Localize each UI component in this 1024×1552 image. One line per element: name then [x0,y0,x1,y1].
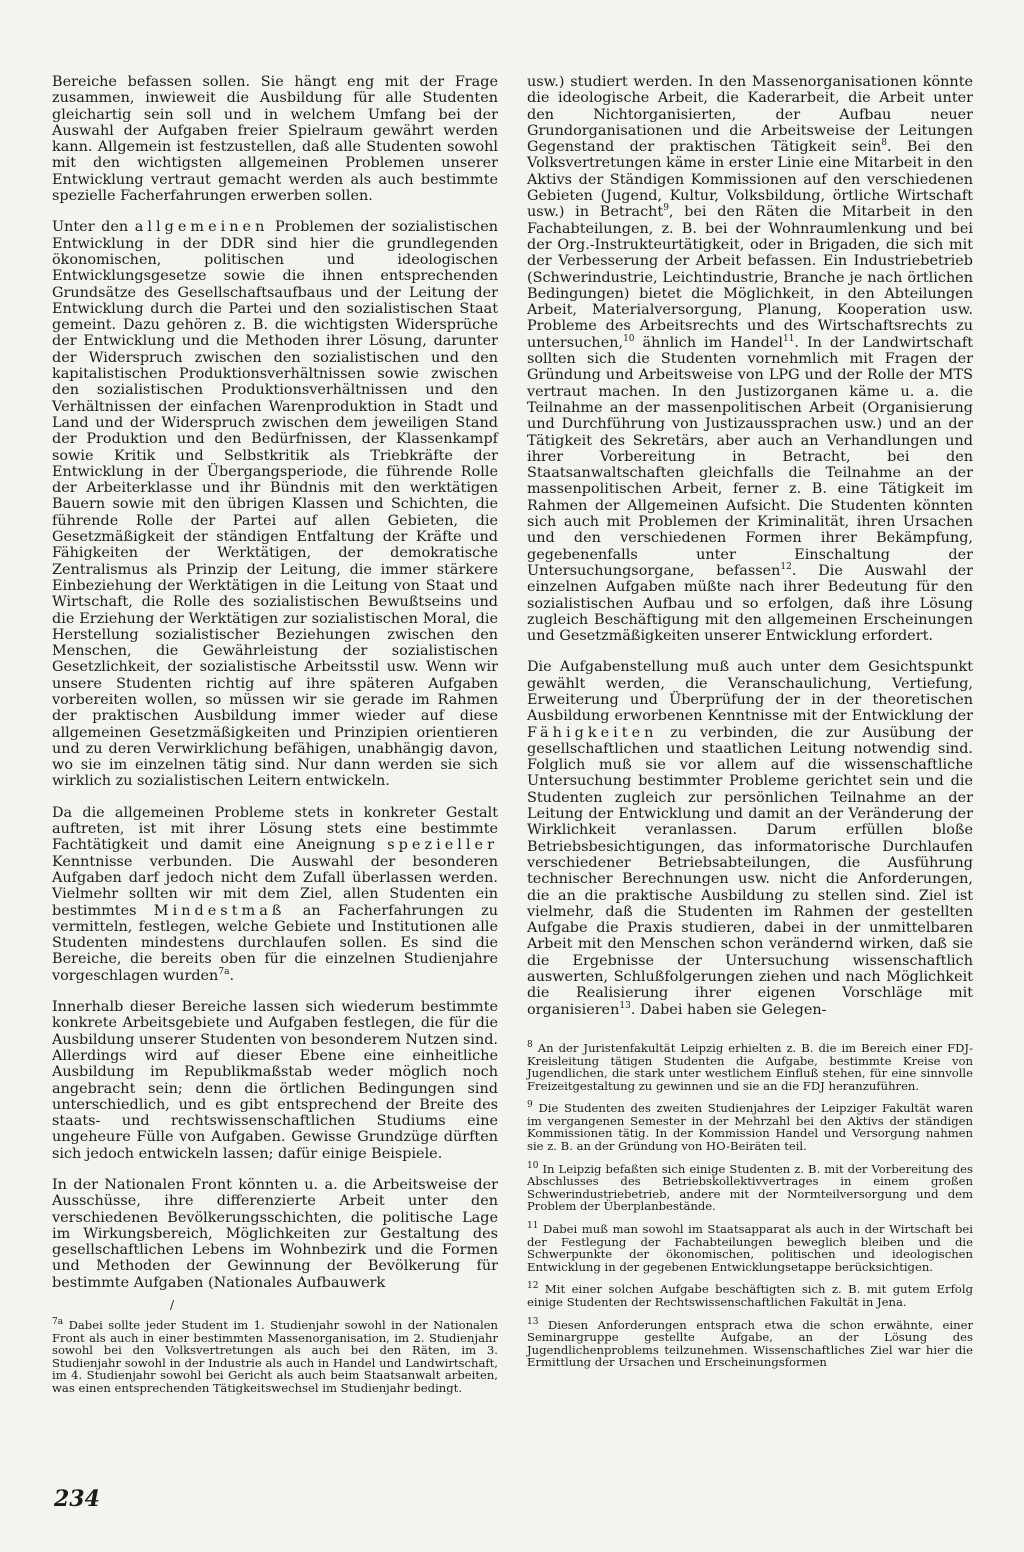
footnote [527,1102,973,1152]
paragraph [527,74,973,644]
footnote-text: Dabei muß man sowohl im Staatsapparat als auch in der Wirtschaft bei der Festlegung der Fachabteilungen beweglich bleiben und die Schwerpunkte der ökonomischen, politischen und ideologischen Entwicklung in der gegebenen Entwicklungsetappe berücksichtigen. [527,1222,973,1274]
footnote [527,1223,973,1273]
footnote-separator [52,1297,498,1311]
text-run: Die Aufgabenstellung muß auch unter dem Gesichtspunkt gewählt werden, die Veranschaulichung, Vertiefung, Erweiterung und Überprüfung der in der theoretischen Ausbildung erworbenen Kenntnisse mit der Entwicklung der [527,659,973,725]
footnote-ref: 11 [782,333,795,344]
emphasized-text: Mindestmaß [153,902,286,919]
footnote-number: 10 [527,1160,539,1171]
footnote-text: Diesen Anforderungen entsprach etwa die schon erwähnte, einer Seminargruppe gestellte Aufgabe, an der Lösung des Jugendlichenproblems teilzunehmen. Wissenschaftliches Ziel war hier die Ermittlung der Ursachen und Erscheinungsformen [527,1317,973,1370]
separator-mark: / [170,1298,175,1313]
text-run: zu verbinden, die zur Ausübung der gesellschaftlichen und staatlichen Leitung notwendig sind. Folglich muß sie vor allem auf die wissenschaftliche Untersuchung bestimmter Probleme gerichtet sein und die Studenten zugleich zur persönlichen Teilnahme an der Leitung der Entwicklung und damit an der Veränderung der Wirklichkeit veranlassen. Darum erfüllen bloße Betriebsbesichtigungen, das informatorische Durchlaufen verschiedener Betriebsabteilungen, die Ausführung technischer Berechnungen usw. nicht die Anforderungen, die an die praktische Ausbildung zu stellen sind. Ziel ist vielmehr, daß die Studenten im Rahmen der gestellten Aufgabe die Praxis studieren, dabei in der unmittelbaren Arbeit mit den Menschen schon verändernd wirken, daß sie die Ergebnisse der Untersuchung wissenschaftlich auswerten, Schlußfolgerungen ziehen und nach Möglichkeit die Realisierung ihrer eigenen Vorschläge mit organisieren [527,724,973,1018]
paragraph: Innerhalb dieser Bereiche lassen sich wiederum bestimmte konkrete Arbeitsgebiete und Aufgaben festlegen, die für die Ausbildung unserer Studenten von besonderem Nutzen sind. Allerdings wird auf dieser Ebene eine einheitliche Ausbildung im Republikmaßstab weder möglich noch angebracht sein; denn die örtlichen Bedingungen sind unterschiedlich, und es gibt entsprechend der Breite des staats- und rechtswissenschaftlichen Studiums eine ungeheure Fülle von Aufgaben. Gewisse Grundzüge dürften sich jedoch entwickeln lassen; dafür einige Beispiele. [52,999,498,1162]
text-run: . Die Auswahl der einzelnen Aufgaben müßte nach ihrer Bedeutung für den sozialistischen Aufbau und so erfolgen, daß ihre Lösung zugleich Beschäftigung mit den allgemeinen Erscheinungen und Gesetzmäßigkeiten unserer Entwicklung erfordert. [527,562,973,645]
text-run: . Dabei haben sie Gelegen- [630,1001,827,1018]
text-run: . [229,967,235,984]
paragraph [527,659,973,1018]
right-column [527,74,973,1369]
emphasized-text: spezieller [387,837,498,854]
footnote-text: In Leipzig befaßten sich einige Studenten z. B. mit der Vorbereitung des Abschlusses des Betriebskollektivvertrages in einem großen Schwerindustriebetrieb, andere mit der Normteilversorgung und dem Problem der Überplanbestände. [527,1161,973,1214]
text-run: an Facherfahrungen zu vermitteln, festlegen, welche Gebiete und Institutionen alle Studenten mindestens durchlaufen sollen. Es sind die Bereiche, die bereits oben für die einzelnen Studienjahre vorgeschlagen wurden [52,902,498,984]
footnote-ref: 7a [218,966,230,977]
text-run: . In der Landwirtschaft sollten sich die Studenten vornehmlich mit Fragen der Gründung und Arbeitsweise von LPG und der Rolle der MTS vertraut machen. In den Justizorganen käme u. a. die Teilnahme an der massenpolitischen Arbeit (Organisierung und Durchführung von Justizaussprachen usw.) und an der Tätigkeit des Sekretärs, aber auch an Verhandlungen und ihrer Vorbereitung in Betracht, bei den Staatsanwaltschaften gleichfalls die Teilnahme an der massenpolitischen Arbeit, ferner z. B. eine Tätigkeit im Rahmen der Allgemeinen Aufsicht. Die Studenten könnten sich auch mit Problemen der Kriminalität, ihren Ursachen und den verschiedenen Formen ihrer Bekämpfung, gegebenenfalls unter Einschaltung der Untersuchungsorgane, befassen [527,334,973,579]
footnote [52,1319,498,1395]
footnote-number: 12 [527,1281,539,1292]
footnote-text: Die Studenten des zweiten Studienjahres der Leipziger Fakultät waren im vergangenen Semester in der Mehrzahl bei den Aktivs der ständigen Kommissionen tätig. In der Kommission Handel und Versorgung nahmen sie z. B. an der Gründung von HO-Beiräten teil. [527,1101,973,1154]
text-run: Problemen der sozialistischen Entwicklung in der DDR sind hier die grundlegenden ökonomischen, politischen und ideologischen Entwicklungsgesetze sowie die ihnen entsprechenden Grundsätze des Gesellschaftsaufbaus und der Leitung der Entwicklung durch die Partei und den sozialistischen Staat gemeint. Dazu gehören z. B. die wichtigsten Widersprüche der Entwicklung und die Methoden ihrer Lösung, darunter der Widerspruch zwischen den sozialistischen und den kapitalistischen Produktionsverhältnissen sowie zwischen den sozialistischen Produktionsverhältnissen und den Verhältnissen der einfachen Warenproduktion in Stadt und Land und der Widerspruch zwischen dem jeweiligen Stand der Produktion und den Bedürfnissen, der Klassenkampf sowie Kritik und Selbstkritik als Triebkräfte der Entwicklung in der Übergangsperiode, die führende Rolle der Arbeiterklasse und ihr Bündnis mit den werktätigen Bauern sowie mit den übrigen Klassen und Schichten, die führende Rolle der Partei auf allen Gebieten, die Gesetzmäßigkeit der ständigen Entfaltung der Kräfte und Fähigkeiten der Werktätigen, der demokratische Zentralismus als Prinzip der Leitung, die immer stärkere Einbeziehung der Werktätigen in die Leitung von Staat und Wirtschaft, die Rolle des sozialistischen Bewußtseins und die Erziehung der Werktätigen zur sozialistischen Moral, die Herstellung sozialistischer Beziehungen zwischen den Menschen, die Gewährleistung der sozialistischen Gesetzlichkeit, der sozialistische Arbeitsstil usw. Wenn wir unsere Studenten richtig auf ihre späteren Aufgaben vorbereiten wollen, so müssen wir sie gerade im Rahmen der praktischen Ausbildung immer wieder auf diese allgemeinen Gesetzmäßigkeiten und Prinzipien orientieren und zu deren Verwirklichung befähigen, unabhängig davon, wo sie im einzelnen tätig sind. Nur dann werden sie sich wirklich zu sozialistischen Leitern entwickeln. [52,219,498,790]
text-run: . Bei den Volksvertretungen käme in erster Linie eine Mitarbeit in den Aktivs der Ständigen Kommissionen auf den verschiedenen Gebieten (Jugend, Kultur, Volksbildung, örtliche Wirtschaft usw.) in Betracht [527,139,974,221]
text-run: Kenntnisse verbunden. Die Auswahl der besonderen Aufgaben darf jedoch nicht dem Zufall überlassen werden. Vielmehr sollten wir mit dem Ziel, allen Studenten ein bestimmtes [52,853,498,919]
footnote-text: Dabei sollte jeder Student im 1. Studienjahr sowohl in der Nationalen Front als auch in einer bestimmten Massenorganisation, im 2. Studienjahr sowohl bei den Volksvertretungen als auch bei den Räten, im 3. Studienjahr sowohl in der Industrie als auch in Handel und Landwirtschaft, im 4. Studienjahr sowohl bei Gericht als auch beim Staatsanwalt arbeiten, was einen entsprechenden Tätigkeitswechsel im Studienjahr bedingt. [52,1318,498,1396]
footnote-ref: 8 [881,138,888,149]
footnote-number: 11 [527,1221,539,1232]
left-column [52,74,498,1395]
footnote-number: 13 [527,1316,539,1327]
text-run: ähnlich im Handel [634,334,783,351]
footnote-ref: 10 [623,333,635,344]
paragraph: In der Nationalen Front könnten u. a. die Arbeitsweise der Ausschüsse, ihre differenzierte Arbeit unter den verschiedenen Bevölkerungsschichten, die politische Lage im Wirkungsbereich, Möglichkeiten zur Gestaltung des gesellschaftlichen Lebens im Wohnbezirk und die Formen und Methoden der Gewinnung der Bevölkerung für bestimmte Aufgaben (Nationales Aufbauwerk [52,1177,498,1291]
footnote-number: 9 [527,1100,533,1111]
footnote [527,1160,973,1214]
emphasized-text: allgemeinen [134,219,269,236]
text-run: Unter den [52,219,135,236]
text-run: Da die allgemeinen Probleme stets in konkreter Gestalt auftreten, ist mit ihrer Lösung stets eine bestimmte Fachtätigkeit und damit eine Aneignung [52,804,498,854]
footnote [527,1042,973,1092]
paragraph [52,219,498,789]
paragraph: Bereiche befassen sollen. Sie hängt eng mit der Frage zusammen, inwieweit die Ausbildung für alle Studenten gleichartig sein soll und in welchem Umfang bei der Auswahl der Aufgaben freier Spielraum gewährt werden kann. Allgemein ist festzustellen, daß alle Studenten sowohl mit den wichtigsten allgemeinen Problemen unserer Entwicklung vertraut gemacht werden als auch bestimmte spezielle Facherfahrungen erwerben sollen. [52,74,498,205]
paragraph [52,805,498,984]
footnote-text: An der Juristenfakultät Leipzig erhielten z. B. die im Bereich einer FDJ-Kreisleitung tätigen Studenten die Aufgabe, bestimmte Kreise von Jugendlichen, die stark unter westlichem Einfluß stehen, für eine sinnvolle Freizeitgestaltung zu gewinnen und sie an die FDJ heranzuführen. [527,1040,973,1093]
footnote-number: 8 [527,1040,533,1051]
emphasized-text: Fähigkeiten [527,724,658,741]
page-number: 234 [54,1486,100,1512]
footnote-ref: 13 [619,1000,631,1011]
footnote [527,1283,973,1308]
footnote-number: 7a [52,1317,64,1328]
footnote-ref: 9 [663,203,669,214]
footnote [527,1316,973,1370]
footnote-text: Mit einer solchen Aufgabe beschäftigten sich z. B. mit gutem Erfolg einige Studenten der Rechtswissenschaftlichen Fakultät in Jena. [527,1282,973,1310]
footnote-separator [527,1020,973,1034]
footnote-ref: 12 [780,562,792,573]
text-run: , bei den Räten die Mitarbeit in den Fachabteilungen, z. B. bei der Wohnraumlenkung und bei der Org.-Instrukteurtätigkeit, oder in Brigaden, die sich mit der Verbesserung der Arbeit befassen. Ein Industriebetrieb (Schwerindustrie, Leichtindustrie, Branche je nach örtlichen Bedingungen) bietet die Möglichkeit, in den Abteilungen Arbeit, Materialversorgung, Planung, Kooperation usw. Probleme des Arbeitsrechts und des Wirtschaftsrechts zu untersuchen, [527,204,973,351]
text-run: usw.) studiert werden. In den Massenorganisationen könnte die ideologische Arbeit, die Kaderarbeit, die Arbeit unter den Nichtorganisierten, der Aufbau neuer Grundorganisationen und die Arbeitsweise der Leitungen Gegenstand der praktischen Tätigkeit sein [527,74,973,156]
